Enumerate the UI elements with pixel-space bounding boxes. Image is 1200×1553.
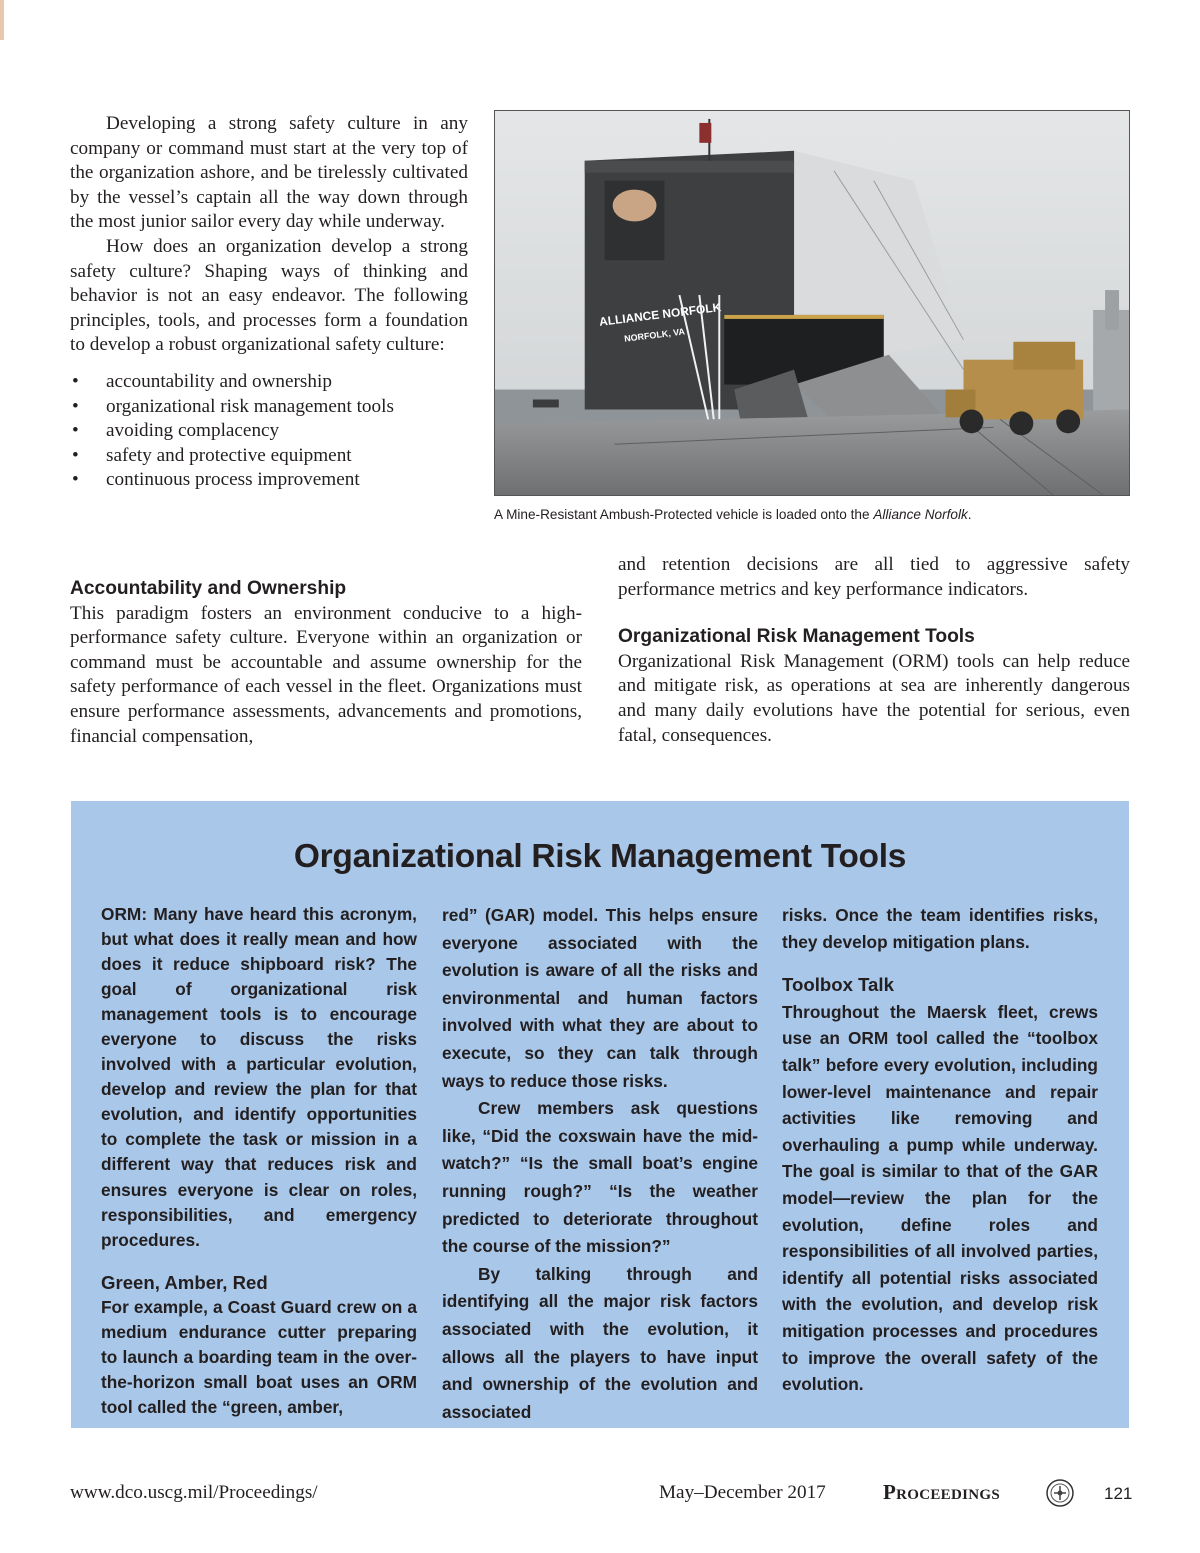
orm-body: Many have heard this acronym, but what does it really mean and how does it reduce shipboard risk? The goal of organizational risk management tools is to encourage everyone to discuss the risks involved with a particular evolution, develop and review the plan for that evolution, and identify opportunities to complete the task or mission in a different way that reduces risk and ensures everyone is clear on roles, responsibilities, and emergency procedures.	[101, 904, 417, 1250]
intro-paragraph-1: Developing a strong safety culture in any company or command must start at the very top of the organization ashore, and be tirelessly cultivated by the vessel’s captain all the way down through the most junior sailor every day while underway.	[70, 113, 468, 233]
photo-caption	[494, 506, 1134, 524]
footer-url: www.dco.uscg.mil/Proceedings/	[70, 1482, 318, 1503]
orm-sidebar	[71, 801, 1129, 1428]
section-body: This paradigm fosters an environment conducive to a high-performance safety culture. Everyone within an organization or command must be accountable and assume ownership for the safety performance of each vessel in the fleet. Organizations must ensure performance assessments, advancements and promotions, financial compensation,	[70, 602, 582, 747]
list-item: • avoiding complacency	[70, 419, 468, 444]
ship-port-text: NORFOLK, VA	[623, 326, 686, 344]
principles-list	[70, 370, 468, 493]
section-heading: Accountability and Ownership	[70, 578, 347, 599]
gar-heading: Green, Amber, Red	[101, 1271, 268, 1293]
intro-column	[70, 112, 468, 493]
continuation-paragraph: and retention decisions are all tied to aggressive safety performance metrics and key performance indicators.	[618, 554, 1130, 600]
toolbox-paragraph: Throughout the Maersk fleet, crews use an ORM tool called the “toolbox talk” before every evolution, including lower-level maintenance and repair activities like removing and overhauling a pump while underway. The goal is similar to that of the GAR model—review the plan for the evolution, define roles and responsibilities of all involved parties, identify all potential risks associated with the evolution, and develop risk mitigation processes and procedures to improve the overall safety of the evolution.	[782, 1001, 1098, 1395]
sidebar-column-1	[101, 902, 417, 1420]
gar-paragraph-4: By talking through and identifying all the major risk factors associated with the evolution, it allows all the players to have input and ownership of the evolution and associated	[442, 1263, 758, 1422]
sidebar-column-2	[442, 902, 758, 1426]
orm-lead: ORM:	[101, 904, 148, 924]
sidebar-column-3	[782, 902, 1098, 1398]
caption-text: A Mine-Resistant Ambush-Protected vehicle is loaded onto the	[494, 507, 874, 522]
footer-publication: Proceedings	[883, 1480, 1000, 1504]
page-corner-mark	[0, 0, 4, 40]
ship-photo	[494, 110, 1130, 496]
footer-date: May–December 2017	[659, 1482, 826, 1503]
intro-paragraph-2: How does an organization develop a strong safety culture? Shaping ways of thinking and behavior is not an easy endeavor. The following principles, tools, and processes form a foundation to develop a robust organizational safety culture:	[70, 235, 468, 356]
list-item: • organizational risk management tools	[70, 395, 468, 420]
sidebar-title: Organizational Risk Management Tools	[293, 838, 907, 875]
list-item: • continuous process improvement	[70, 468, 468, 493]
gar-paragraph-2: red” (GAR) model. This helps ensure everyone associated with the evolution is aware of all the risks and environmental and human factors involved with what they are about to execute, so they can talk through ways to reduce those risks.	[442, 905, 758, 1091]
orm-section	[618, 553, 1130, 748]
gar-paragraph-3: Crew members ask questions like, “Did the coxswain have the mid-watch?” “Is the small boat’s engine running rough?” “Is the weather predicted to deteriorate throughout the course of the mission?”	[442, 1098, 758, 1257]
gar-paragraph-5: risks. Once the team identifies risks, they develop mitigation plans.	[782, 905, 1098, 952]
orm-paragraph	[101, 902, 417, 1253]
uscg-seal-icon	[1046, 1479, 1074, 1507]
section-body: Organizational Risk Management (ORM) tools can help reduce and mitigate risk, as operations at sea are inherently dangerous and many daily evolutions have the potential for serious, even fatal, consequences.	[618, 650, 1130, 746]
page-number: 121	[1104, 1484, 1133, 1503]
accountability-section	[70, 577, 582, 749]
ship-name-text: ALLIANCE NORFOLK	[598, 300, 722, 329]
list-item: • safety and protective equipment	[70, 444, 468, 469]
toolbox-heading: Toolbox Talk	[782, 974, 894, 996]
list-item: • accountability and ownership	[70, 370, 468, 395]
section-heading: Organizational Risk Management Tools	[618, 626, 975, 648]
caption-end: .	[967, 507, 972, 522]
gar-paragraph-1: For example, a Coast Guard crew on a medium endurance cutter preparing to launch a boarding team in the over-the-horizon small boat uses an ORM tool called the “green, amber,	[101, 1296, 417, 1417]
caption-ship-name: Alliance Norfolk	[873, 507, 968, 522]
ship-photo-illustration	[495, 111, 1129, 495]
